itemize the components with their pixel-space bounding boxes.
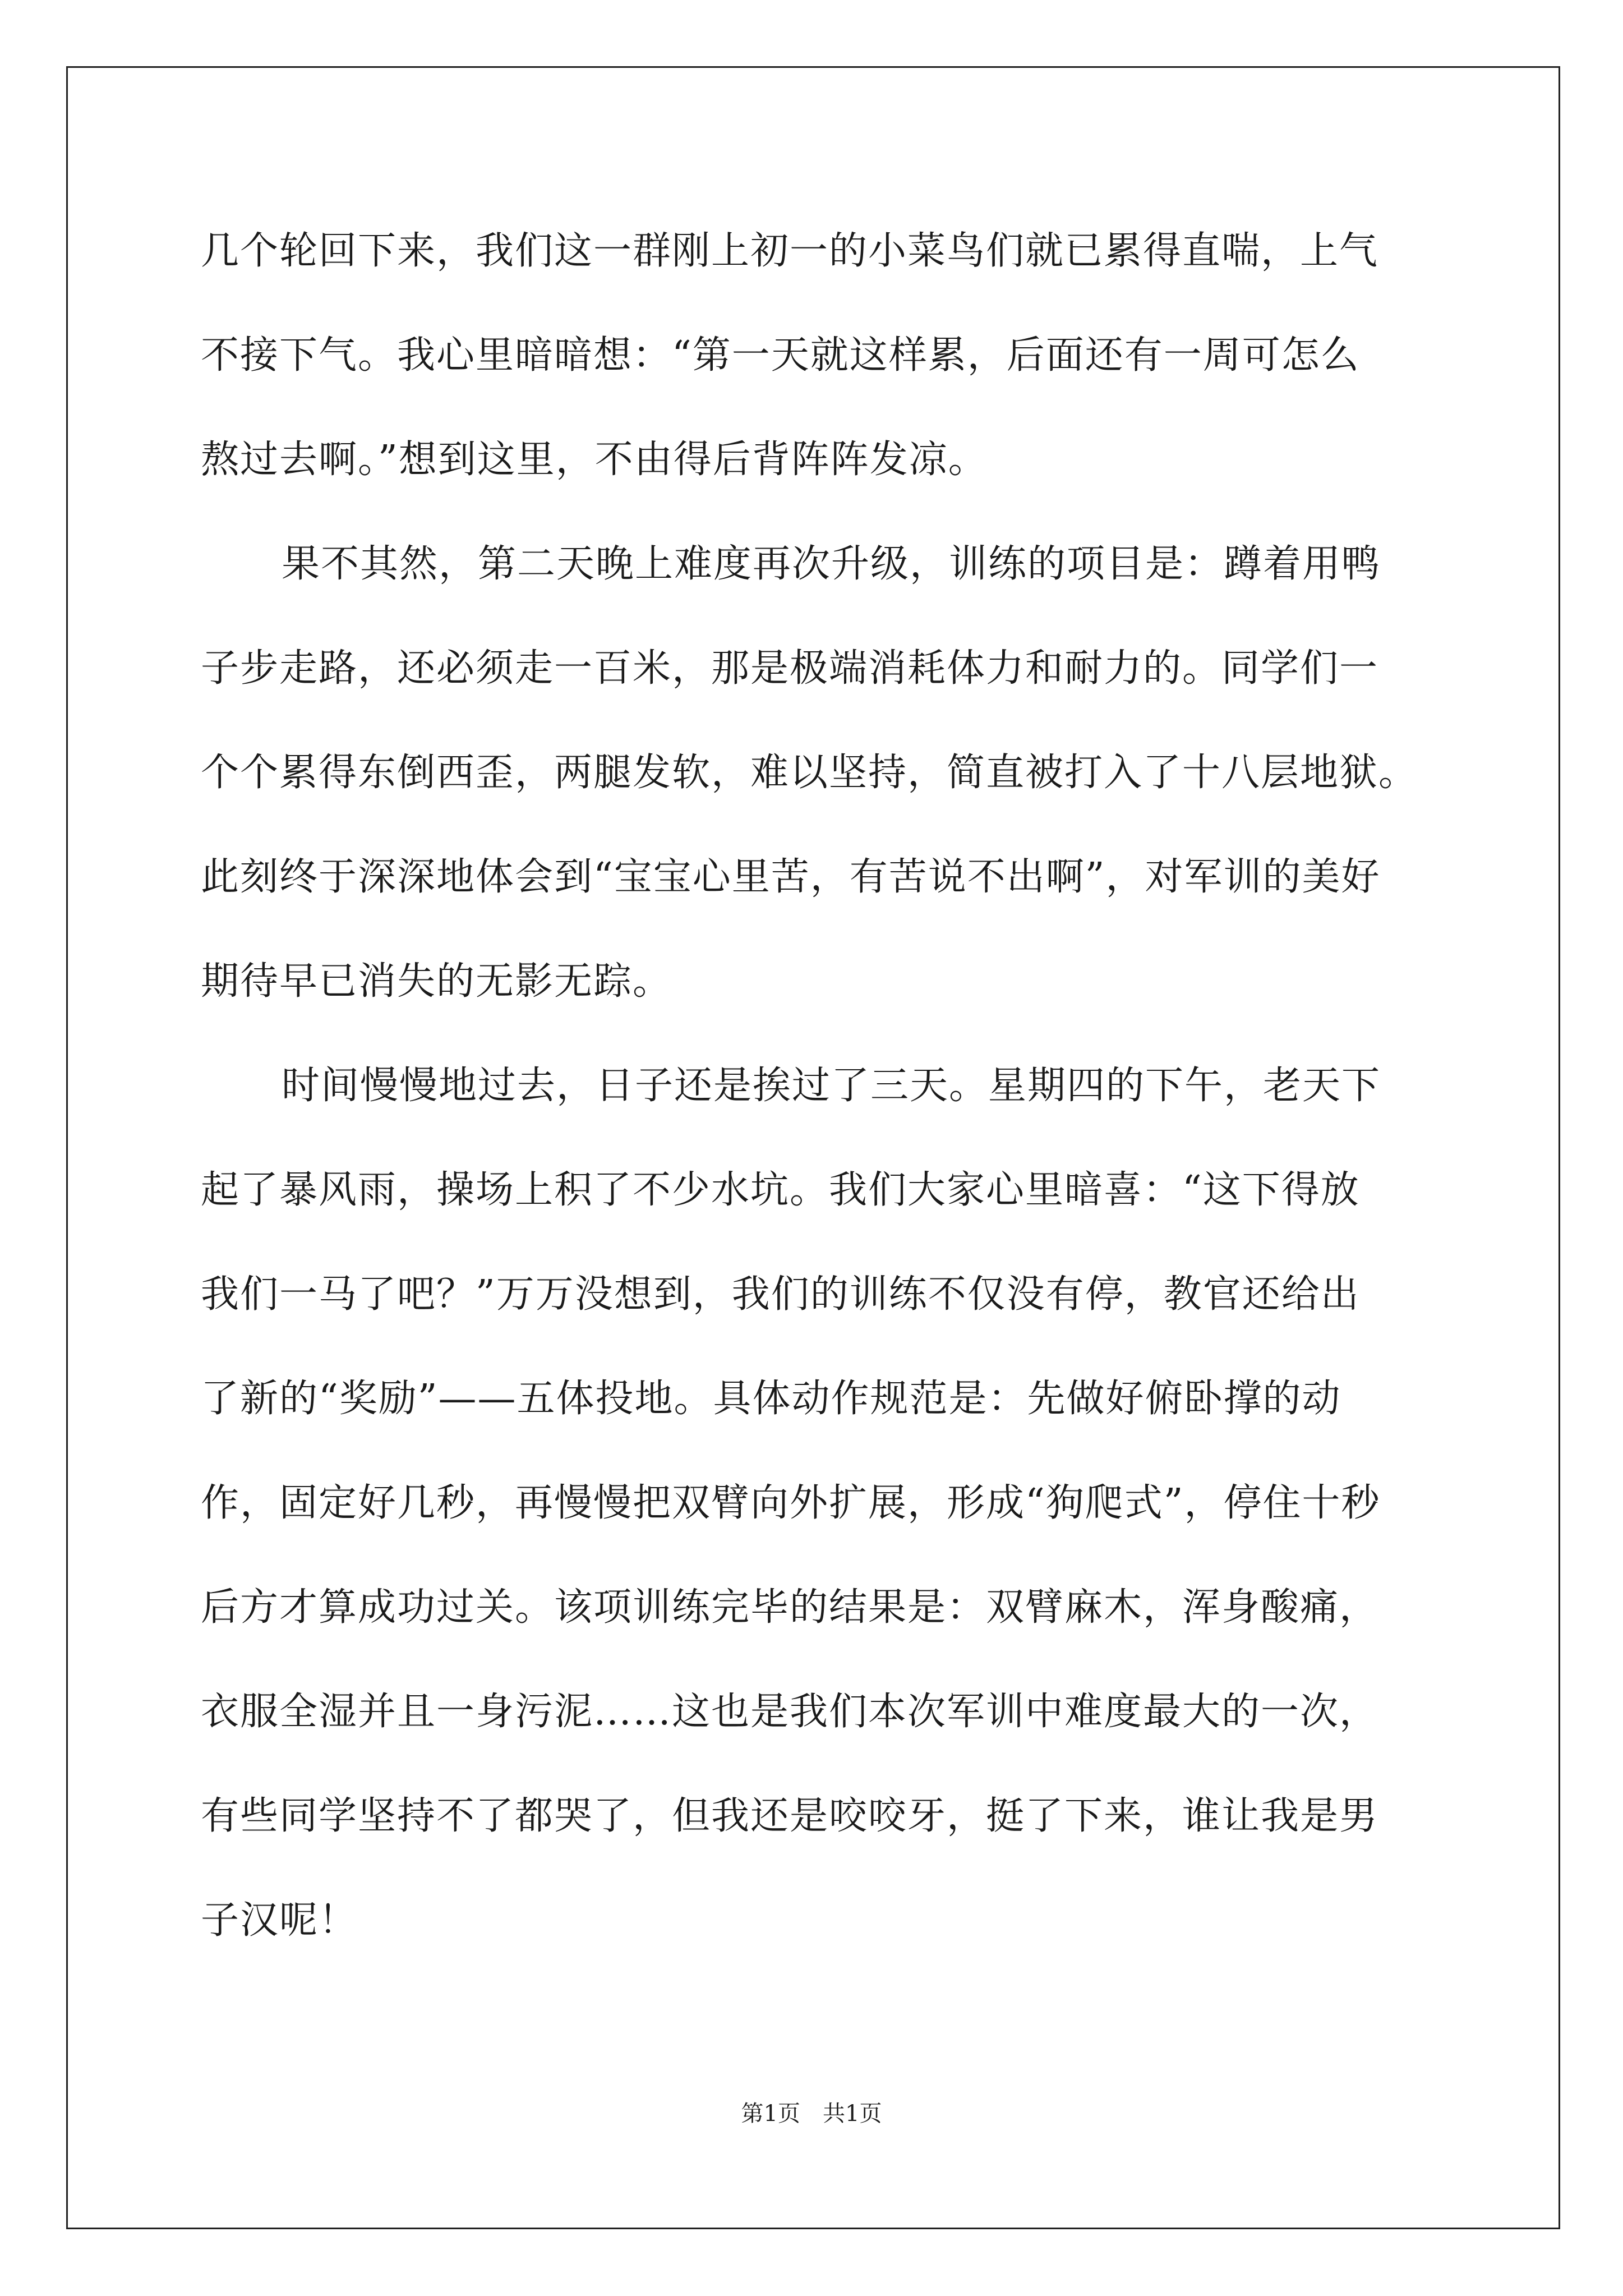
text-line: 了新的“奖励”——五体投地。具体动作规范是：先做好俯卧撑的动	[201, 1377, 1341, 1421]
page-footer	[0, 2097, 1623, 2131]
paragraph	[201, 219, 1435, 532]
text-line: 作，固定好几秒，再慢慢把双臂向外扩展，形成“狗爬式”，停住十秒	[201, 1481, 1381, 1525]
text-line: 时间慢慢地过去，日子还是挨过了三天。星期四的下午，老天下	[282, 1064, 1381, 1108]
text-line: 有些同学坚持不了都哭了，但我还是咬咬牙，挺了下来，谁让我是男	[201, 1794, 1379, 1838]
page-number: 第1页	[741, 2101, 800, 2127]
text-line: 后方才算成功过关。该项训练完毕的结果是：双臂麻木，浑身酸痛，	[201, 1585, 1379, 1630]
text-line: 子汉呢！	[201, 1898, 358, 1943]
text-line: 个个累得东倒西歪，两腿发软，难以坚持，简直被打入了十八层地狱。	[201, 751, 1418, 795]
text-line: 几个轮回下来，我们这一群刚上初一的小菜鸟们就已累得直喘，上气	[201, 229, 1379, 273]
text-line: 起了暴风雨，操场上积了不少水坑。我们大家心里暗喜：“这下得放	[201, 1168, 1360, 1212]
document-body	[201, 219, 1435, 1993]
text-line: 我们一马了吧？”万万没想到，我们的训练不仅没有停，教官还给出	[201, 1272, 1360, 1317]
text-line: 熬过去啊。”想到这里，不由得后背阵阵发凉。	[201, 438, 988, 482]
text-line: 果不其然，第二天晚上难度再次升级，训练的项目是：蹲着用鸭	[282, 542, 1381, 586]
text-line: 不接下气。我心里暗暗想：“第一天就这样累，后面还有一周可怎么	[201, 333, 1360, 378]
text-line: 此刻终于深深地体会到“宝宝心里苦，有苦说不出啊”，对军训的美好	[201, 855, 1381, 899]
text-line: 子步走路，还必须走一百米，那是极端消耗体力和耐力的。同学们一	[201, 646, 1379, 691]
paragraph	[201, 532, 1435, 1053]
page-total: 共1页	[823, 2101, 882, 2127]
text-line: 期待早已消失的无影无踪。	[201, 959, 672, 1004]
paragraph	[201, 1053, 1435, 1993]
text-line: 衣服全湿并且一身污泥……这也是我们本次军训中难度最大的一次，	[201, 1690, 1379, 1734]
